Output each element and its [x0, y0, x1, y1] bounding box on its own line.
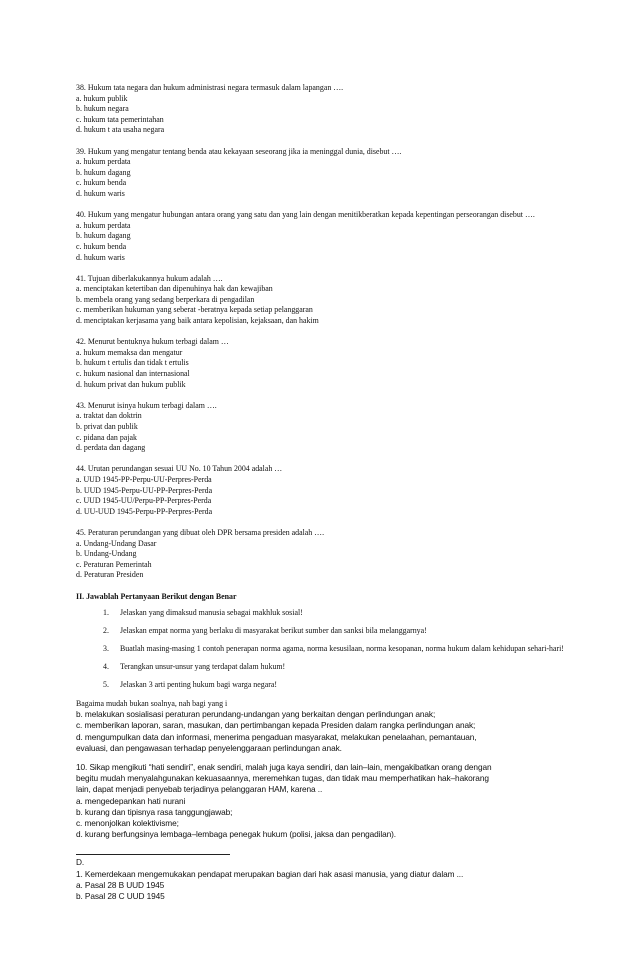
- option-c: c. memberikan hukuman yang seberat -beratnya kepada setiap pelanggaran: [76, 305, 313, 315]
- question-text-line: lain, dapat menjadi penyebab terjadinya pelanggaran HAM, karena ..: [76, 784, 323, 795]
- essay-item-text: Jelaskan yang dimaksud manusia sebagai makhluk sosial!: [120, 608, 303, 618]
- option-a: a. Undang-Undang Dasar: [76, 538, 157, 548]
- option-a: a. hukum perdata: [76, 220, 131, 230]
- question-10: [76, 762, 576, 840]
- question-41: [76, 274, 576, 327]
- option-a: a. menciptakan ketertiban dan dipenuhinya hak dan kewajiban: [76, 284, 273, 294]
- option-b: b. Undang-Undang: [76, 549, 137, 559]
- option-c: c. memberikan laporan, saran, masukan, dan pertimbangan kepada Presiden dalam rangka perlindungan anak;: [76, 720, 476, 731]
- essay-item-number: 1.: [103, 608, 109, 618]
- question-text: 44. Urutan perundangan sesuai UU No. 10 Tahun 2004 adalah …: [76, 464, 283, 474]
- question-text-line: begitu mudah menyalahgunakan kekuasaannya, meremehkan tugas, dan tidak mau memperhatikan hak–hakorang: [76, 773, 489, 784]
- section-d: [76, 857, 576, 902]
- option-b: b. privat dan publik: [76, 422, 138, 431]
- option-a: a. mengedepankan hati nurani: [76, 795, 186, 806]
- document-page: [76, 83, 576, 902]
- question-text: 39. Hukum yang mengatur tentang benda atau kekayaan seseorang jika ia meninggal dunia, disebut ….: [76, 146, 402, 156]
- question-45: [76, 528, 576, 581]
- essay-item: [103, 608, 576, 619]
- question-text: 40. Hukum yang mengatur hubungan antara orang yang satu dan yang lain dengan menitikberatkan kepada kepentingan perseorangan disebut ….: [76, 210, 535, 220]
- option-d: d. kurang berfungsinya lembaga–lembaga penegak hukum (polisi, jaksa dan pengadilan).: [76, 829, 397, 840]
- option-b: b. hukum dagang: [76, 231, 131, 241]
- question-42: [76, 337, 576, 390]
- option-b: b. kurang dan tipisnya rasa tanggungjawab;: [76, 806, 233, 817]
- question-38: [76, 83, 576, 136]
- option-c: c. hukum nasional dan internasional: [76, 369, 190, 379]
- option-d: d. menciptakan kerjasama yang baik antara kepolisian, kejaksaan, dan hakim: [76, 316, 319, 326]
- option-d: d. perdata dan dagang: [76, 443, 146, 453]
- option-b: b. UUD 1945-Perpu-UU-PP-Perpres-Perda: [76, 485, 213, 495]
- question-text: 42. Menurut bentuknya hukum terbagi dalam …: [76, 337, 229, 347]
- essay-item-number: 5.: [103, 680, 109, 690]
- section-label: D.: [76, 857, 85, 868]
- question-44: [76, 464, 576, 517]
- option-d: d. UU-UUD 1945-Perpu-PP-Perpres-Perda: [76, 506, 213, 516]
- option-c: c. UUD 1945-UU/Perpu-PP-Perpres-Perda: [76, 496, 212, 506]
- essay-item: [103, 662, 576, 673]
- option-d: d. hukum waris: [76, 252, 125, 262]
- question-text: 38. Hukum tata negara dan hukum administrasi negara termasuk dalam lapangan ….: [76, 83, 344, 92]
- option-d: d. hukum t ata usaha negara: [76, 125, 165, 135]
- question-43: [76, 401, 576, 454]
- trailing-text: Bagaima mudah bukan soalnya, nah bagi yang i: [76, 698, 228, 708]
- option-c: c. pidana dan pajak: [76, 432, 137, 442]
- essay-item-number: 3.: [103, 644, 109, 654]
- section-essay: [76, 592, 576, 710]
- question-40: [76, 210, 576, 263]
- essay-item: [103, 626, 576, 637]
- question-text: 41. Tujuan diberlakukannya hukum adalah ….: [76, 273, 223, 283]
- option-c: c. hukum tata pemerintahan: [76, 114, 164, 124]
- option-b: b. hukum dagang: [76, 167, 131, 177]
- question-text: 43. Menurut isinya hukum terbagi dalam ….: [76, 400, 217, 410]
- option-d-continued: evaluasi, dan pengawasan terhadap penyelenggaraan perlindungan anak.: [76, 742, 342, 753]
- horizontal-divider: [76, 854, 230, 855]
- option-d: d. Peraturan Presiden: [76, 570, 144, 580]
- answer-options-block: [76, 709, 576, 754]
- option-c: c. hukum benda: [76, 241, 127, 251]
- question-text: 1. Kemerdekaan mengemukakan pendapat merupakan bagian dari hak asasi manusia, yang diatur dalam ...: [76, 868, 464, 879]
- essay-item-text: Buatlah masing-masing 1 contoh penerapan norma agama, norma kesusilaan, norma kesopanan, norma hukum dalam kehidupan sehari-hari!: [120, 644, 564, 654]
- option-b: b. hukum negara: [76, 104, 129, 114]
- option-d: d. mengumpulkan data dan informasi, menerima pengaduan masyarakat, melakukan penelaahan, pemantauan,: [76, 731, 477, 742]
- section-heading: II. Jawablah Pertanyaan Berikut dengan Benar: [76, 591, 237, 601]
- option-a: a. hukum memaksa dan mengatur: [76, 347, 183, 357]
- question-text: 45. Peraturan perundangan yang dibuat oleh DPR bersama presiden adalah ….: [76, 527, 325, 537]
- option-a: a. traktat dan doktrin: [76, 411, 142, 421]
- essay-item-text: Jelaskan 3 arti penting hukum bagi warga negara!: [120, 680, 277, 690]
- option-a: a. hukum perdata: [76, 157, 131, 167]
- essay-item-number: 4.: [103, 662, 109, 672]
- option-c: c. hukum benda: [76, 178, 127, 188]
- option-a: a. Pasal 28 B UUD 1945: [76, 879, 165, 890]
- essay-item-text: Jelaskan empat norma yang berlaku di masyarakat berikut sumber dan sanksi bila melanggarnya!: [120, 626, 427, 636]
- essay-item-number: 2.: [103, 626, 109, 636]
- option-c: c. menonjolkan kolektivisme;: [76, 817, 179, 828]
- essay-item: [103, 680, 576, 691]
- option-d: d. hukum privat dan hukum publik: [76, 379, 186, 389]
- essay-item: [103, 644, 576, 655]
- option-b: b. membela orang yang sedang berperkara di pengadilan: [76, 294, 255, 304]
- option-b: b. hukum t ertulis dan tidak t ertulis: [76, 358, 189, 368]
- option-d: d. hukum waris: [76, 188, 125, 198]
- essay-list: [76, 608, 576, 691]
- question-39: [76, 147, 576, 200]
- essay-item-text: Terangkan unsur-unsur yang terdapat dalam hukum!: [120, 662, 286, 672]
- option-b: b. melakukan sosialisasi peraturan perundang-undangan yang berkaitan dengan perlindungan anak;: [76, 709, 436, 720]
- option-a: a. hukum publik: [76, 93, 128, 103]
- option-c: c. Peraturan Pemerintah: [76, 559, 152, 569]
- question-text-line: 10. Sikap mengikuti “hati sendiri”, enak sendiri, malah juga kaya sendiri, dan lain–lain, mengakibatkan orang dengan: [76, 761, 492, 772]
- option-a: a. UUD 1945-PP-Perpu-UU-Perpres-Perda: [76, 474, 212, 484]
- option-b: b. Pasal 28 C UUD 1945: [76, 891, 165, 901]
